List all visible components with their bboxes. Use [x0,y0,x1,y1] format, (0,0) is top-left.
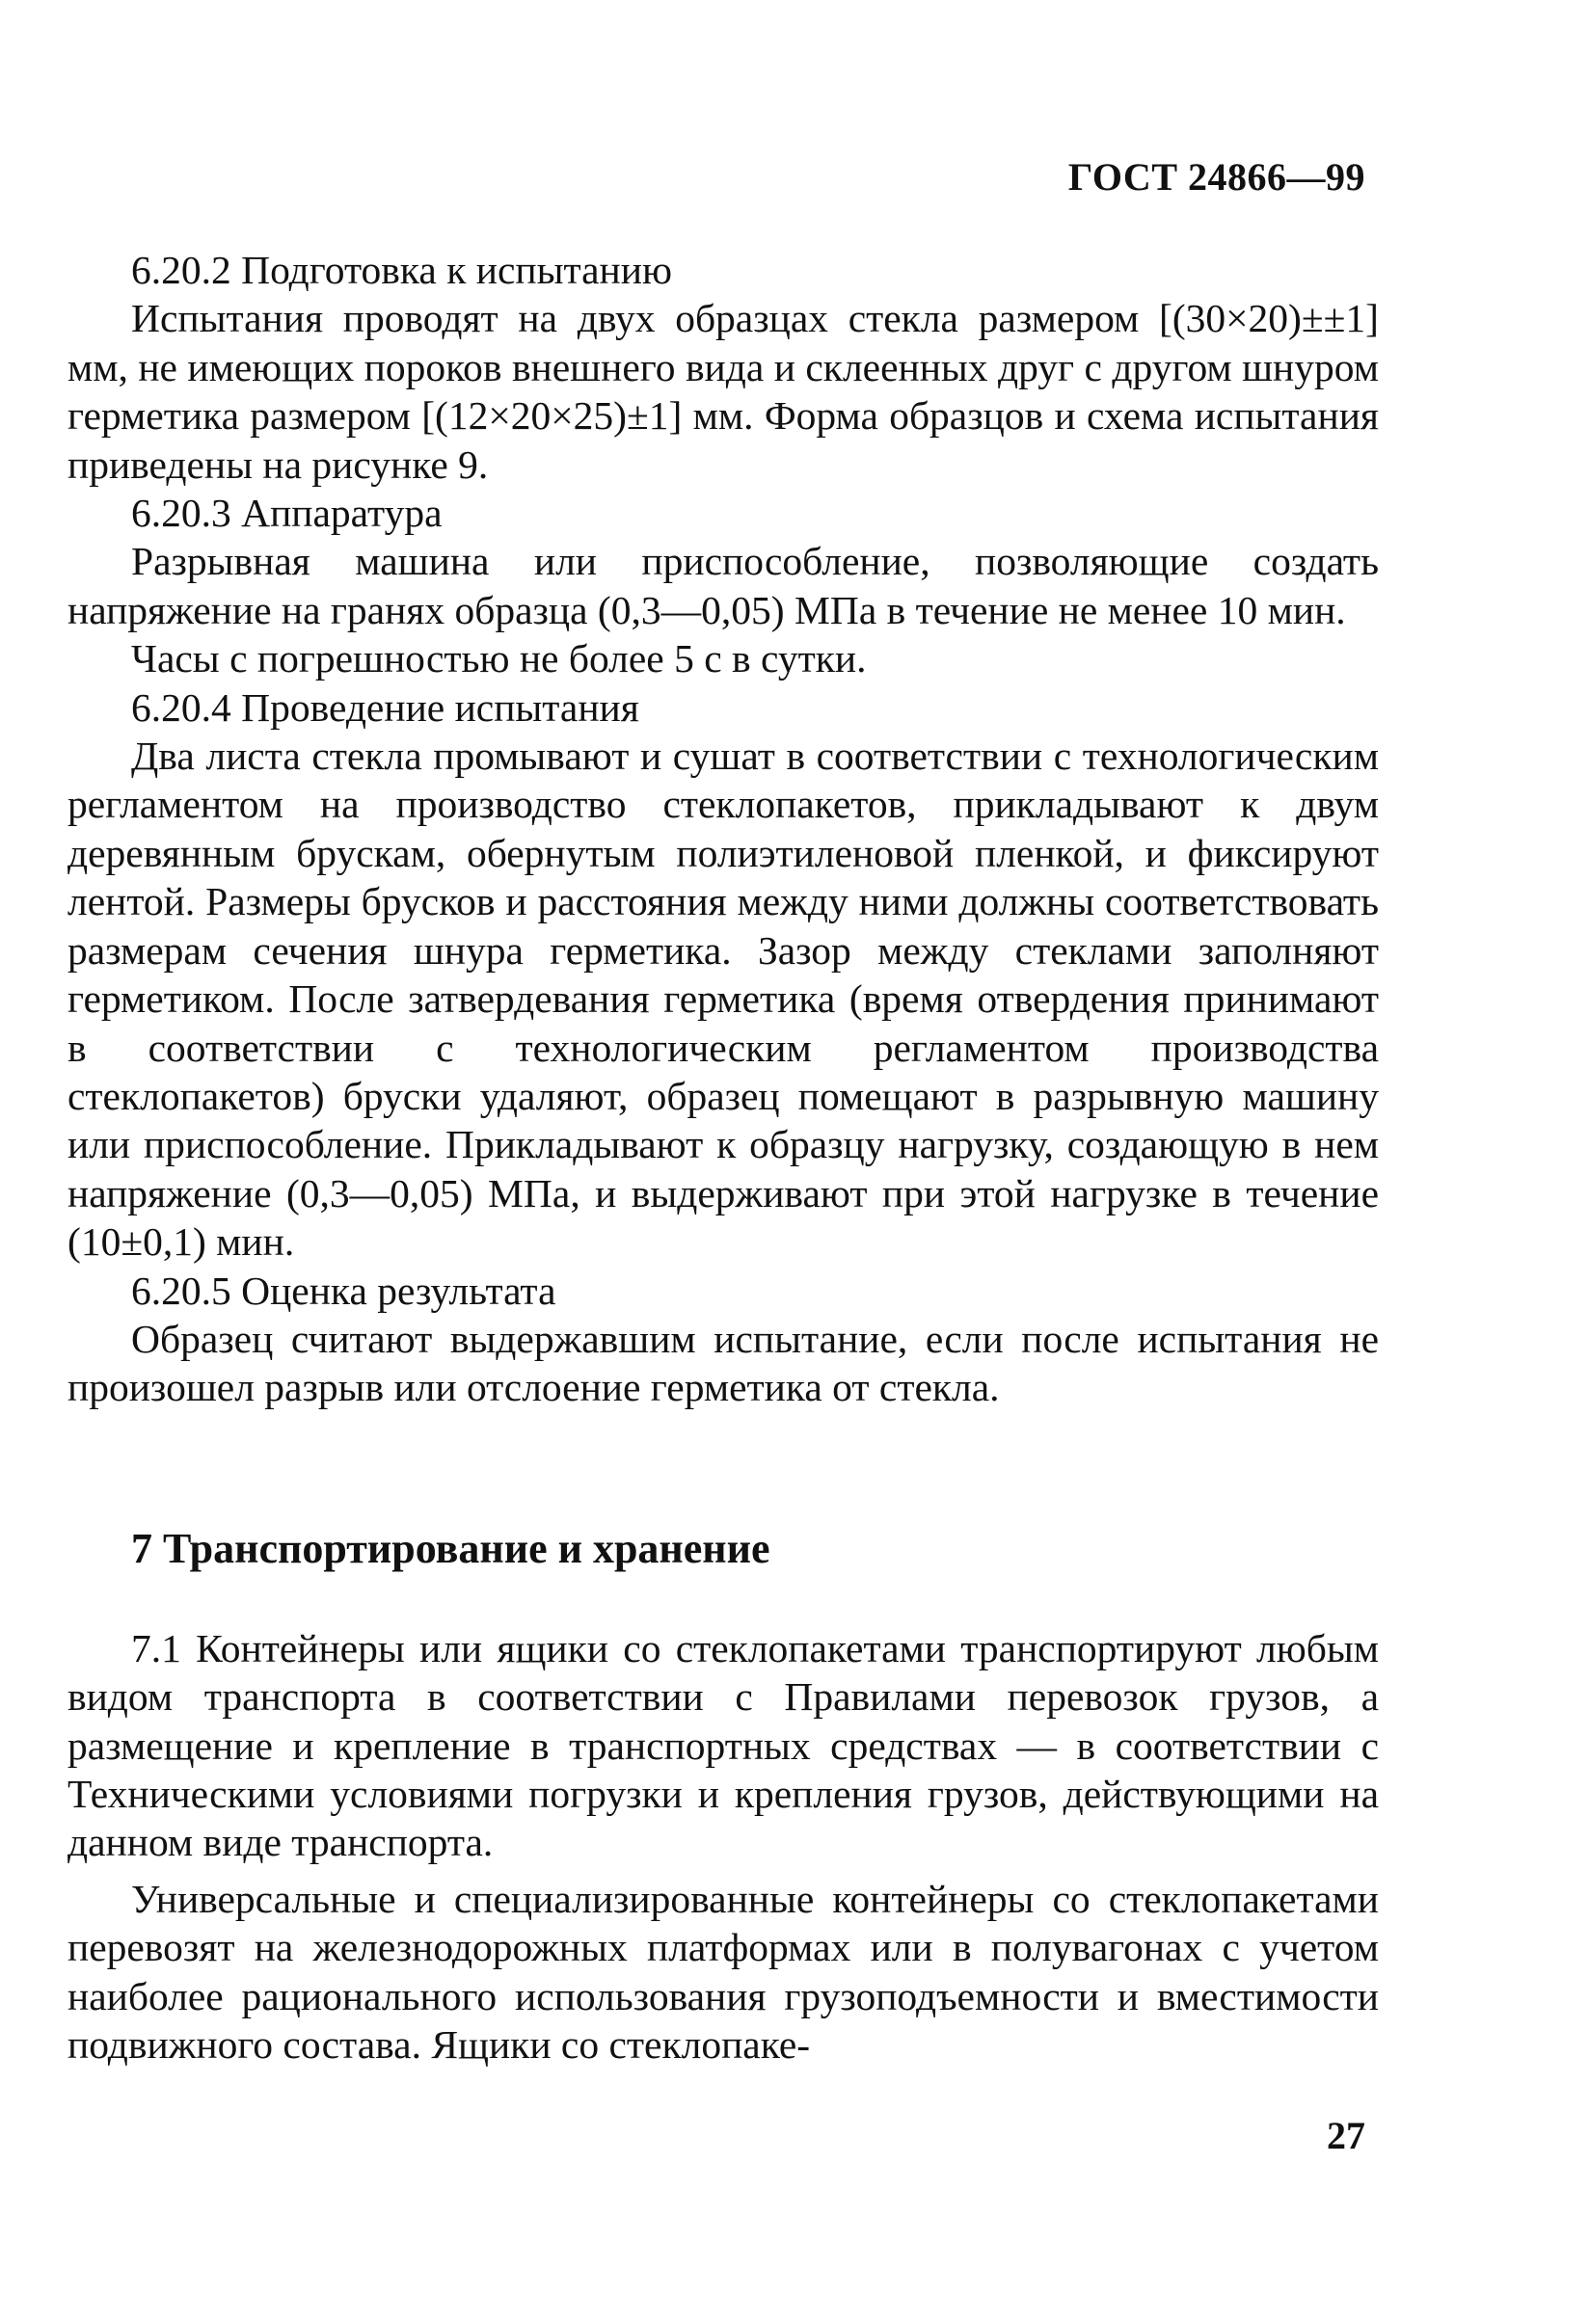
subsection-heading-6-20-5: 6.20.5 Оценка результата [131,1268,556,1313]
page-number: 27 [1327,2114,1365,2157]
subsection-heading-6-20-3: 6.20.3 Аппаратура [131,491,443,536]
paragraph-result-evaluation: Образец считают выдержавшим испытание, если после испытания не произошел разрыв или отслоение герметика от стекла. [67,1316,1379,1410]
paragraph-7-1: 7.1 Контейнеры или ящики со стеклопакетами транспортируют любым видом транспорта в соответствии с Правилами перевозок грузов, а размещение и крепление в транспортных средствах — в соответствии с Техническими условиями погрузки и крепления грузов, действующими на данном виде транспорта. [67,1625,1379,1865]
paragraph-test-preparation: Испытания проводят на двух образцах стекла размером [(30×20)±±1] мм, не имеющих пороков внешнего вида и склеенных друг с другом шнуром герметика размером [(12×20×25)±1] мм. Форма образцов и схема испытания приведены на рисунке 9. [67,296,1379,487]
document-body [67,246,1379,2069]
paragraph-test-procedure: Два листа стекла промывают и сушат в соответствии с технологическим регламентом на производство стеклопакетов, прикладывают к двум деревянным брускам, обернутым полиэтиленовой пленкой, и фиксируют лентой. Размеры брусков и расстояния между ними должны соответствовать размерам сечения шнура герметика. Зазор между стеклами заполняют герметиком. После затвердевания герметика (время отвердения принимают в соответствии с технологическим регламентом производства стеклопакетов) бруски удаляют, образец помещают в разрывную машину или приспособление. Прикладывают к образцу нагрузку, создающую в нем напряжение (0,3—0,05) МПа, и выдерживают при этой нагрузке в течение (10±0,1) мин. [67,734,1379,1265]
paragraph-apparatus: Разрывная машина или приспособление, позволяющие создать напряжение на гранях образца (0,3—0,05) МПа в течение не менее 10 мин. [67,539,1379,632]
paragraph-clock: Часы с погрешностью не более 5 с в сутки. [131,636,867,681]
paragraph-containers: Универсальные и специализированные контейнеры со стеклопакетами перевозят на железнодорожных платформах или в полувагонах с учетом наиболее рационального использования грузоподъемности и вместимости подвижного состава. Ящики со стеклопаке- [67,1876,1379,2067]
section-title-transport-storage: 7 Транспортирование и хранение [131,1524,770,1572]
subsection-heading-6-20-4: 6.20.4 Проведение испытания [131,684,639,730]
standard-header: ГОСТ 24866—99 [1067,155,1365,199]
subsection-heading-6-20-2: 6.20.2 Подготовка к испытанию [131,248,672,292]
